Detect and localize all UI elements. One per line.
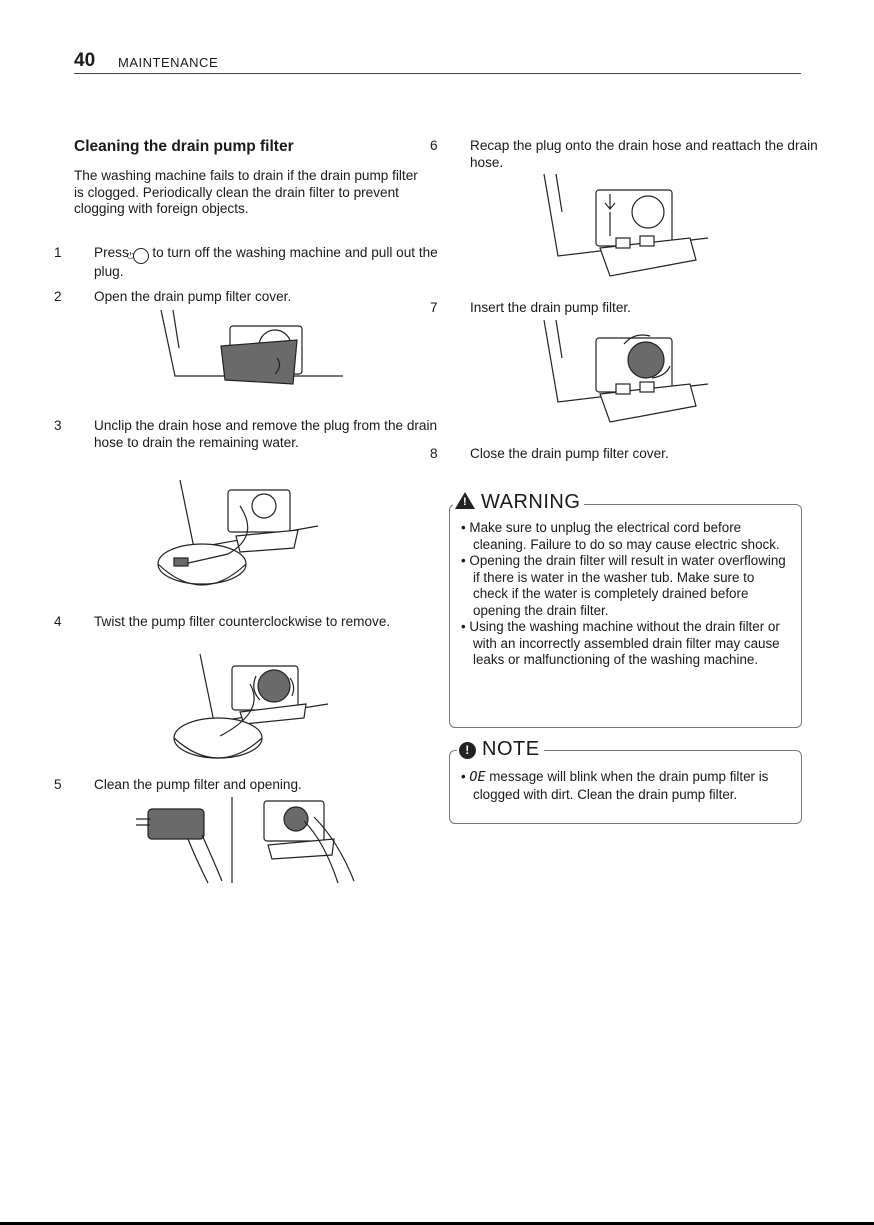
illustration-recap-plug xyxy=(540,172,710,284)
warning-item: • Make sure to unplug the electrical cord before cleaning. Failure to do so may cause electric shock. xyxy=(461,520,780,552)
step-1: 1 Press ⏻ to turn off the washing machine and pull out the plug. xyxy=(54,245,438,279)
illustration-insert-filter xyxy=(540,318,710,430)
step-2: 2 Open the drain pump filter cover. xyxy=(54,289,292,304)
illustration-open-cover xyxy=(155,308,345,388)
step-7: 7 Insert the drain pump filter. xyxy=(430,300,631,315)
step-6: 6 Recap the plug onto the drain hose and reattach the drain hose. xyxy=(430,138,818,170)
header-rule xyxy=(74,73,801,74)
warning-list xyxy=(455,520,793,669)
illustration-twist-filter xyxy=(170,652,330,767)
warning-item: • Opening the drain filter will result in water overflowing if there is water in the washer tub. Make sure to check if the water is completely drained before opening the drain filter. xyxy=(461,553,786,618)
warning-heading: ! WARNING xyxy=(453,491,584,514)
section-title: MAINTENANCE xyxy=(118,55,219,70)
illustration-clean-filter xyxy=(128,795,368,885)
step-4: 4 Twist the pump filter counterclockwise to remove. xyxy=(54,614,391,629)
note-text: • OE message will blink when the drain pump filter is clogged with dirt. Clean the drain pump filter. xyxy=(461,769,769,802)
step-5: 5 Clean the pump filter and opening. xyxy=(54,777,302,792)
note-icon: ! xyxy=(459,742,476,759)
note-heading: ! NOTE xyxy=(457,738,544,761)
power-icon: ⏻ xyxy=(133,248,149,264)
step-8: 8 Close the drain pump filter cover. xyxy=(430,446,669,461)
illustration-drain-hose xyxy=(150,478,320,598)
page-title: Cleaning the drain pump filter xyxy=(74,138,294,155)
warning-icon: ! xyxy=(455,492,475,509)
warning-item: • Using the washing machine without the drain filter or with an incorrectly assembled drain filter may cause leaks or malfunctioning of the washing machine. xyxy=(461,619,780,667)
intro-text: The washing machine fails to drain if the drain pump filter is clogged. Periodically clean the drain filter to prevent clogging with foreign objects. xyxy=(74,168,418,216)
step-3: 3 Unclip the drain hose and remove the plug from the drain hose to drain the remaining water. xyxy=(54,418,438,450)
page-number: 40 xyxy=(74,50,96,71)
error-code: OE xyxy=(469,770,486,785)
